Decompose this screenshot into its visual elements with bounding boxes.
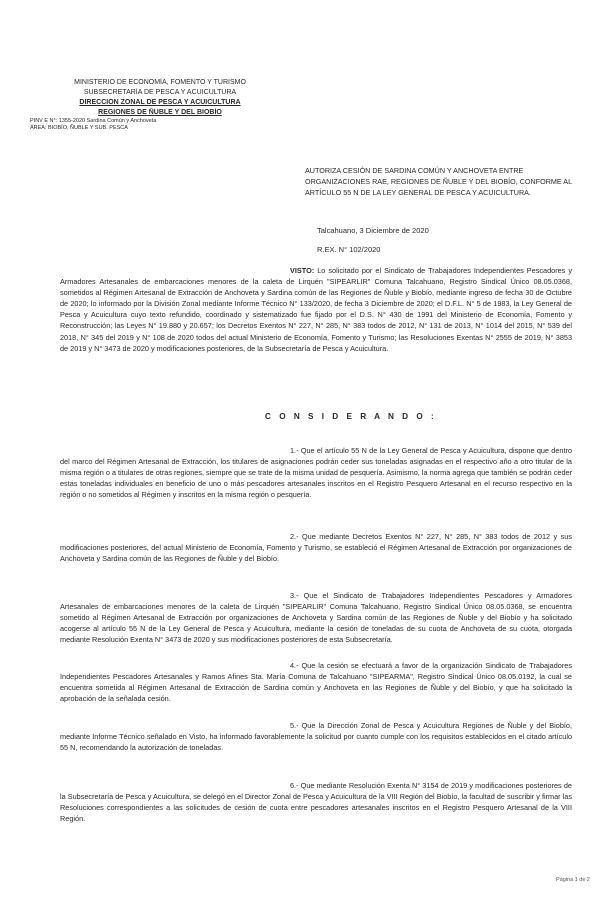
visto-section bbox=[60, 265, 572, 354]
paragraph-text: 3.- Que el Sindicato de Trabajadores Independientes Pescadores y Armadores Artesanales de embarcaciones menores de la caleta de Lirquén "SIPEARLIR" Comuna Talcahuano, Registro Sindical Único 08.05.0368, se encuentra sometido al Régimen Artesanal de Extracción por organizaciones de Anchoveta y Sardina común de las Regiones de Ñuble y del Biobío y ha solicitado acogerse al artículo 55 N de la Ley General de Pesca y Acuicultura, mediante la cesión de toneladas de su cuota de Anchoveta de su cuota, otorgada mediante Resolución Exenta N° 3473 de 2020 y sus modificaciones posteriores de esta Subsecretaría. bbox=[60, 591, 572, 645]
paragraph-text: 1.- Que el artículo 55 N de la Ley General de Pesca y Acuicultura, dispone que dentro del marco del Régimen Artesanal de Extracción, los titulares de asignaciones podrán ceder sus toneladas asignadas en el respectivo año a otro titular de la misma región o a titulares de otras regiones, siempre que se trate de la misma unidad de pesquería. Asimismo, la norma agrega que también se podrán ceder estas toneladas individuales en beneficio de uno o más pescadores artesanales inscritos en el Registro Pesquero Artesanal en el recurso respectivo en la región o no sometidos al Régimen y inscritos en la misma región o pesquería. bbox=[60, 446, 572, 500]
considerando-paragraph-6 bbox=[60, 780, 572, 824]
zonal-direction-line: DIRECCIÓN ZONAL DE PESCA Y ACUICULTURA bbox=[79, 99, 241, 106]
paragraph-text: 6.- Que mediante Resolución Exenta N° 3154 de 2019 y modificaciones posteriores de la Subsecretaría de Pesca y Acuicultura, se delegó en el Director Zonal de Pesca y Acuicultura de la VIII Región del Biobío, la facultad de suscribir y firmar las Resoluciones correspondientes a las solicitudes de cesión de cuota entre pescadores artesanales inscritos en el Registro Pesquero Artesanal de la VIII Región. bbox=[60, 781, 572, 824]
visto-label: VISTO: bbox=[290, 266, 315, 275]
considerando-paragraph-2 bbox=[60, 531, 572, 564]
considerando-paragraph-4 bbox=[60, 660, 572, 704]
considerando-heading: C O N S I D E R A N D O : bbox=[265, 412, 437, 421]
considerando-paragraph-5 bbox=[60, 720, 572, 753]
paragraph-text: 2.- Que mediante Decretos Exentos N° 227, N° 285, N° 383 todos de 2012 y sus modificaciones posteriores, del actual Ministerio de Economía, Fomento y Turismo, se estableció el Régimen Artesanal de Extracción por organizaciones de Anchoveta y Sardina común de las Regiones de Ñuble y del Biobío. bbox=[60, 532, 572, 564]
visto-text: Lo solicitado por el Sindicato de Trabajadores Independientes Pescadores y Armadores Artesanales de embarcaciones menores de la caleta de Lirquén "SIPEARLIR" Comuna Talcahuano, Registro Sindical Único 08.05.0368, sometidos al Régimen Artesanal de Extracción de Anchoveta y Sardina común de las Regiones de Ñuble y Biobío, mediante ingreso de fecha 30 de Octubre de 2020; lo informado por la División Zonal mediante Informe Técnico N° 133/2020, de fecha 3 Diciembre de 2020; el D.F.L. N° 5 de 1983, la Ley General de Pesca y Acuicultura cuyo texto refundido, coordinado y sistematizado fue fijado por el D.S. N° 430 de 1991 del Ministerio de Economía, Fomento y Reconstrucción; las Leyes N° 19.880 y 20.657; los Decretos Exentos N° 227, N° 285, N° 383 todos de 2012, N° 131 de 2013, N° 1014 del 2015, N° 539 del 2018, N° 345 del 2019 y N° 108 de 2020 todos del actual Ministerio de Economía, Fomento y Turismo; las Resoluciones Exentas N° 2555 de 2019, N° 3853 de 2019 y N° 3473 de 2020 y modificaciones posteriores, de la Subsecretaría de Pesca y Acuicultura. bbox=[60, 266, 572, 353]
resolution-date: Talcahuano, 3 Diciembre de 2020 bbox=[317, 226, 429, 235]
considerando-paragraph-1 bbox=[60, 445, 572, 500]
considerando-paragraph-3 bbox=[60, 590, 572, 645]
resolution-title: AUTORIZA CESIÓN DE SARDINA COMÚN Y ANCHOVETA ENTRE ORGANIZACIONES RAE, REGIONES DE ÑUBLE Y DEL BIOBÍO, CONFORME AL ARTÍCULO 55 N DE LA LEY GENERAL DE PESCA Y ACUICULTURA. bbox=[305, 166, 572, 197]
reference-line-1: PINV E N°: 1355-2020 Sardina Común y Anchoveta bbox=[30, 118, 157, 124]
ministry-line: MINISTERIO DE ECONOMÍA, FOMENTO Y TURISMO bbox=[74, 79, 246, 86]
regions-line: REGIONES DE ÑUBLE Y DEL BIOBÍO bbox=[98, 109, 222, 116]
reference-line-2: ÁREA: BIOBÍO, ÑUBLE Y SUB. PESCA bbox=[30, 125, 128, 131]
page-number: Página 1 de 2 bbox=[556, 877, 590, 883]
paragraph-text: 4.- Que la cesión se efectuará a favor de la organización Sindicato de Trabajadores Independientes Pescadores Artesanales y Ramos Afines Sta. María Comuna de Talcahuano "SIPEARMA", Registro Sindical Único 08.05.0192, la cual se encuentra sometida al Régimen Artesanal de Extracción de Sardina común y Anchoveta en las Regiones de Ñuble y del Biobío, y que ha solicitado la aprobación de la señalada cesión. bbox=[60, 661, 572, 704]
subsecretary-line: SUBSECRETARÍA DE PESCA Y ACUICULTURA bbox=[83, 89, 237, 96]
letterhead bbox=[30, 78, 290, 132]
paragraph-text: 5.- Que la Dirección Zonal de Pesca y Acuicultura Regiones de Ñuble y del Biobío, mediante Informe Técnico señalado en Visto, ha informado favorablemente la solicitud por cuanto cumple con los requisitos establecidos en el citado artículo 55 N, recomendando la autorización de toneladas. bbox=[60, 721, 572, 753]
resolution-number: R.EX. N° 102/2020 bbox=[317, 245, 381, 254]
